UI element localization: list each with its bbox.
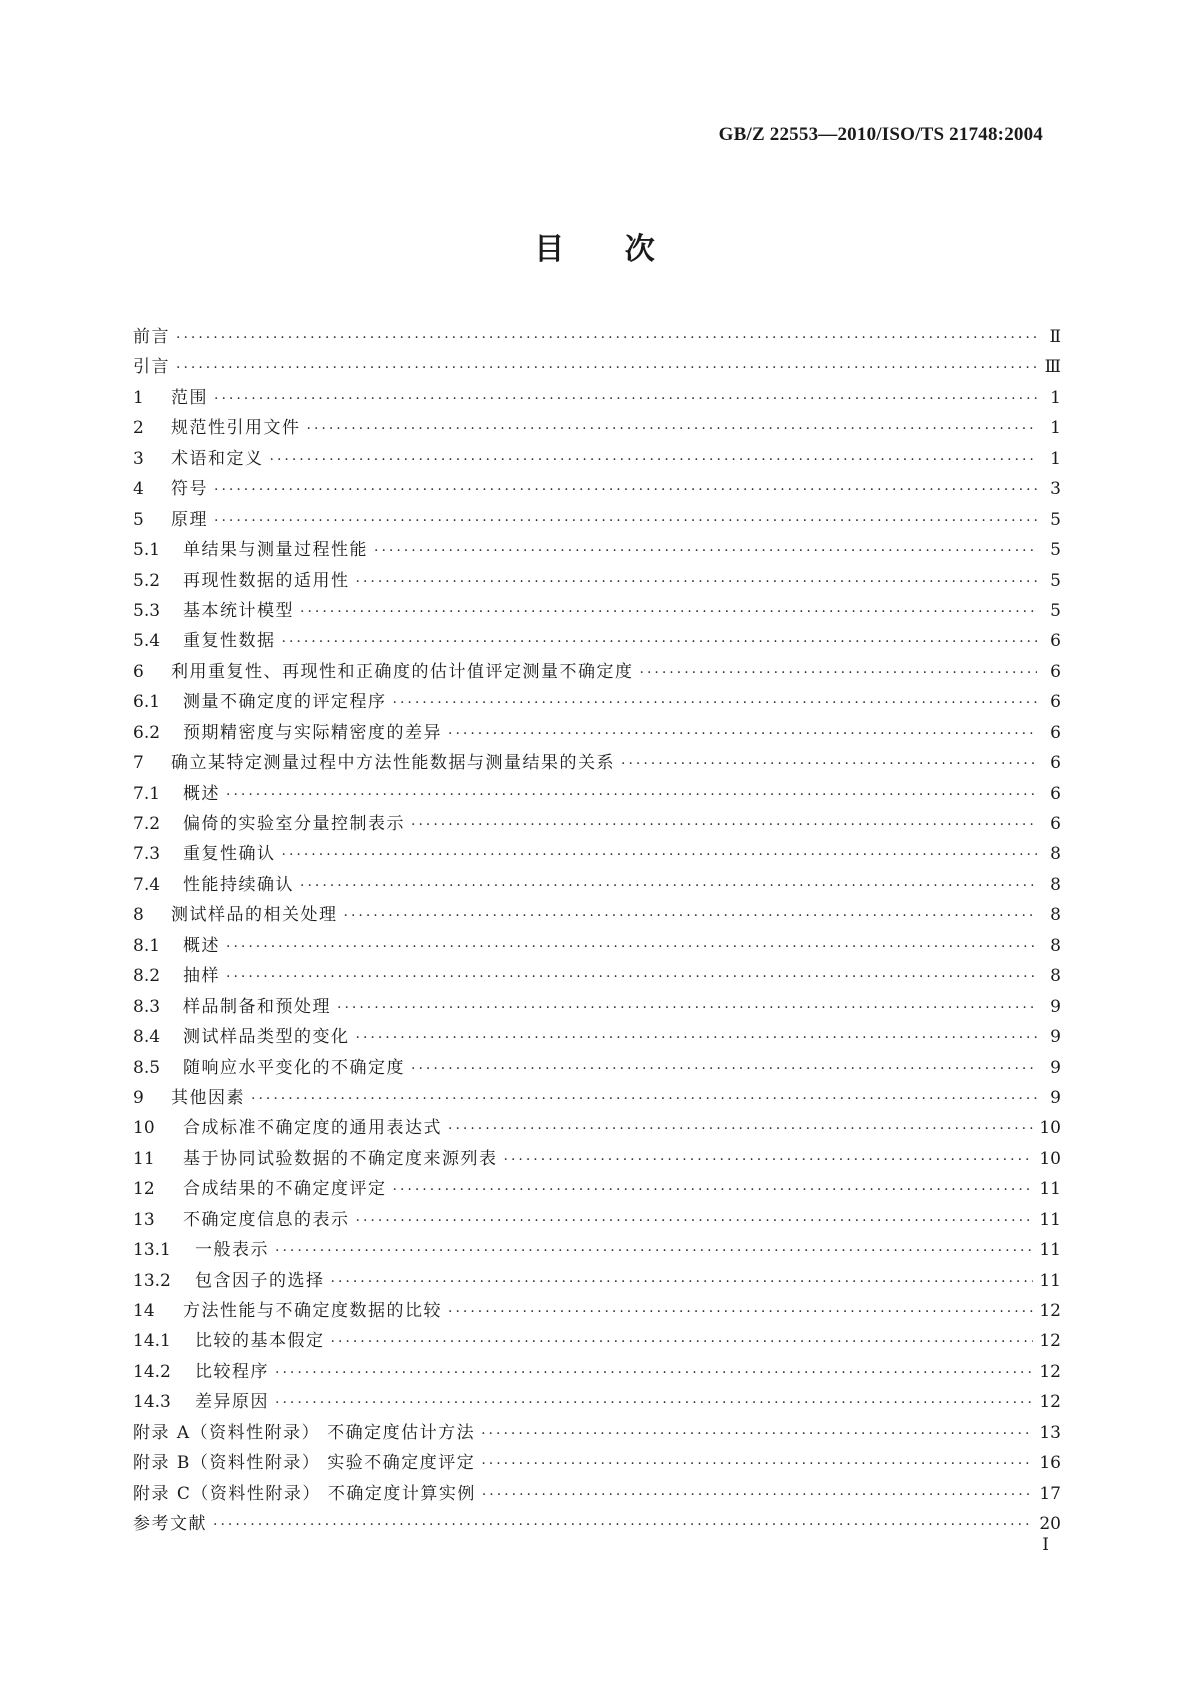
toc-entry[interactable] [133, 413, 1061, 443]
toc-entry-page: 9 [1050, 1027, 1061, 1048]
toc-entry-number: 11 [133, 1148, 155, 1169]
toc-entry-page: 12 [1039, 1392, 1061, 1413]
dot-leader [374, 536, 1037, 566]
toc-entry[interactable] [133, 809, 1061, 839]
toc-entry-number: 4 [133, 479, 144, 500]
toc-entry[interactable] [133, 931, 1061, 961]
toc-entry-page: 1 [1050, 418, 1061, 439]
dot-leader [393, 688, 1038, 718]
dot-leader [275, 1358, 1033, 1388]
toc-entry-number: 5.1 [133, 540, 161, 561]
toc-entry[interactable] [133, 1479, 1061, 1509]
dot-leader [448, 719, 1037, 749]
dot-leader [214, 506, 1037, 536]
toc-entry[interactable] [133, 383, 1061, 413]
table-of-contents [133, 322, 1061, 1540]
dot-leader [393, 1175, 1034, 1205]
toc-entry[interactable] [133, 1053, 1061, 1083]
toc-entry-page: 12 [1039, 1361, 1061, 1382]
toc-entry-number: 8.3 [133, 996, 161, 1017]
toc-entry[interactable] [133, 505, 1061, 535]
dot-leader [282, 627, 1038, 657]
dot-leader [356, 1206, 1034, 1236]
toc-entry-page: 16 [1039, 1453, 1061, 1474]
toc-entry[interactable] [133, 1144, 1061, 1174]
toc-entry-page: 11 [1039, 1240, 1061, 1261]
toc-entry-label: 概述 [183, 935, 220, 956]
toc-entry-page: 10 [1039, 1118, 1061, 1139]
toc-entry[interactable] [133, 1448, 1061, 1478]
toc-entry-label: 附录 C（资料性附录） 不确定度计算实例 [133, 1483, 476, 1504]
toc-entry-page: 11 [1039, 1209, 1061, 1230]
toc-entry-number: 13 [133, 1209, 155, 1230]
toc-entry-number: 12 [133, 1179, 155, 1200]
toc-entry[interactable] [133, 1387, 1061, 1417]
toc-entry-page: 8 [1050, 935, 1061, 956]
toc-entry-page: 1 [1050, 387, 1061, 408]
dot-leader [282, 840, 1038, 870]
toc-entry-label: 预期精密度与实际精密度的差异 [183, 722, 442, 743]
toc-entry-page: 5 [1050, 509, 1061, 530]
toc-entry-page: 8 [1050, 874, 1061, 895]
dot-leader [331, 1327, 1034, 1357]
toc-entry-page: 11 [1039, 1270, 1061, 1291]
toc-entry-label: 性能持续确认 [183, 874, 294, 895]
toc-entry-label: 引言 [133, 357, 170, 378]
toc-entry-label: 再现性数据的适用性 [183, 570, 350, 591]
toc-entry-label: 原理 [171, 509, 208, 530]
toc-entry[interactable] [133, 535, 1061, 565]
toc-entry-number: 9 [133, 1087, 144, 1108]
toc-entry-number: 6.2 [133, 722, 161, 743]
dot-leader [448, 1297, 1033, 1327]
toc-entry-page: 9 [1050, 996, 1061, 1017]
toc-entry-label: 方法性能与不确定度数据的比较 [183, 1301, 442, 1321]
dot-leader [411, 810, 1037, 840]
toc-entry[interactable] [133, 444, 1061, 474]
toc-entry-label: 前言 [133, 327, 170, 347]
dot-leader [482, 1480, 1034, 1510]
toc-entry-label: 规范性引用文件 [171, 418, 301, 439]
dot-leader [356, 1023, 1038, 1053]
toc-entry-label: 随响应水平变化的不确定度 [183, 1057, 405, 1078]
toc-entry[interactable] [133, 870, 1061, 900]
toc-entry-label: 重复性数据 [183, 631, 276, 652]
toc-entry-page: 3 [1050, 479, 1061, 500]
toc-entry-number: 1 [133, 387, 144, 408]
dot-leader [226, 780, 1037, 810]
toc-entry-label: 单结果与测量过程性能 [183, 540, 368, 561]
toc-entry-number: 6.1 [133, 692, 161, 713]
toc-entry-label: 术语和定义 [171, 448, 264, 469]
page-number: I [1042, 1535, 1049, 1555]
toc-entry-page: 8 [1050, 844, 1061, 865]
toc-entry-page: 10 [1039, 1148, 1061, 1169]
toc-entry[interactable] [133, 474, 1061, 504]
dot-leader [300, 871, 1037, 901]
toc-entry-label: 概述 [183, 783, 220, 804]
toc-entry-page: 9 [1050, 1057, 1061, 1078]
dot-leader [214, 384, 1037, 414]
toc-entry-number: 8.4 [133, 1027, 161, 1048]
dot-leader [226, 962, 1037, 992]
dot-leader [411, 1054, 1037, 1084]
toc-entry-number: 8.5 [133, 1057, 161, 1078]
toc-entry-label: 参考文献 [133, 1514, 207, 1535]
toc-entry[interactable] [133, 1083, 1061, 1113]
page-title: 目 次 [534, 232, 657, 267]
dot-leader [307, 414, 1038, 444]
toc-entry-page: 6 [1050, 753, 1061, 774]
toc-entry[interactable] [133, 322, 1061, 352]
toc-entry-number: 6 [133, 661, 144, 682]
toc-entry-page: 12 [1039, 1301, 1061, 1321]
toc-entry[interactable] [133, 687, 1061, 717]
toc-entry-page: 6 [1050, 814, 1061, 834]
toc-entry[interactable] [133, 1235, 1061, 1265]
dot-leader [226, 932, 1037, 962]
toc-entry-label: 比较的基本假定 [195, 1331, 325, 1352]
toc-entry-number: 5.3 [133, 600, 161, 621]
toc-entry-number: 5.4 [133, 631, 161, 652]
toc-entry-number: 8.1 [133, 935, 161, 956]
toc-entry-number: 7.3 [133, 844, 161, 865]
toc-entry[interactable] [133, 1022, 1061, 1052]
toc-entry-page: 5 [1050, 570, 1061, 591]
toc-entry[interactable] [133, 900, 1061, 930]
toc-entry-number: 2 [133, 418, 144, 439]
toc-entry-number: 14.1 [133, 1331, 171, 1352]
toc-entry[interactable] [133, 1205, 1061, 1235]
toc-entry[interactable] [133, 718, 1061, 748]
toc-entry-page: 17 [1039, 1483, 1061, 1504]
toc-entry-number: 14.3 [133, 1392, 171, 1413]
toc-entry[interactable] [133, 1509, 1061, 1539]
dot-leader [270, 445, 1038, 475]
toc-entry[interactable] [133, 1174, 1061, 1204]
toc-entry-label: 符号 [171, 479, 208, 500]
toc-entry-number: 13.2 [133, 1270, 171, 1291]
toc-entry-label: 附录 B（资料性附录） 实验不确定度评定 [133, 1453, 476, 1474]
dot-leader [176, 353, 1037, 383]
toc-entry[interactable] [133, 779, 1061, 809]
toc-entry-number: 5.2 [133, 570, 161, 591]
dot-leader [300, 597, 1037, 627]
dot-leader [275, 1388, 1033, 1418]
dot-leader [504, 1145, 1034, 1175]
toc-entry[interactable] [133, 1418, 1061, 1448]
toc-entry-label: 基本统计模型 [183, 600, 294, 621]
toc-entry-page: Ⅱ [1049, 327, 1061, 347]
toc-entry-label: 样品制备和预处理 [183, 996, 331, 1017]
toc-entry-number: 14.2 [133, 1361, 171, 1382]
toc-entry-number: 7.4 [133, 874, 161, 895]
toc-entry-label: 其他因素 [171, 1087, 245, 1108]
toc-entry-label: 测试样品的相关处理 [171, 905, 338, 926]
toc-entry-label: 差异原因 [195, 1392, 269, 1413]
toc-entry[interactable] [133, 992, 1061, 1022]
dot-leader [337, 993, 1037, 1023]
toc-entry-label: 基于协同试验数据的不确定度来源列表 [183, 1148, 498, 1169]
dot-leader [640, 658, 1038, 688]
toc-entry[interactable] [133, 596, 1061, 626]
toc-entry-label: 抽样 [183, 966, 220, 987]
toc-entry-page: 6 [1050, 722, 1061, 743]
toc-entry-number: 3 [133, 448, 144, 469]
dot-leader [481, 1449, 1033, 1479]
toc-entry-number: 10 [133, 1118, 155, 1139]
toc-entry-number: 13.1 [133, 1240, 171, 1261]
toc-entry-label: 测试样品类型的变化 [183, 1027, 350, 1048]
toc-entry-page: 6 [1050, 661, 1061, 682]
toc-entry-page: 9 [1050, 1087, 1061, 1108]
toc-entry-page: Ⅲ [1044, 357, 1061, 378]
toc-entry[interactable] [133, 839, 1061, 869]
dot-leader [481, 1419, 1033, 1449]
dot-leader [176, 323, 1037, 353]
toc-entry-number: 7.2 [133, 814, 161, 834]
toc-entry-page: 5 [1050, 600, 1061, 621]
toc-entry[interactable] [133, 1113, 1061, 1143]
toc-entry-label: 合成结果的不确定度评定 [183, 1179, 387, 1200]
dot-leader [275, 1236, 1033, 1266]
toc-entry-number: 7 [133, 753, 144, 774]
toc-entry-page: 5 [1050, 540, 1061, 561]
toc-entry[interactable] [133, 566, 1061, 596]
toc-entry-label: 偏倚的实验室分量控制表示 [183, 814, 405, 834]
toc-entry-page: 6 [1050, 783, 1061, 804]
toc-entry[interactable] [133, 1357, 1061, 1387]
toc-entry-page: 13 [1039, 1422, 1061, 1443]
toc-entry-page: 6 [1050, 692, 1061, 713]
toc-entry-label: 合成标准不确定度的通用表达式 [183, 1118, 442, 1139]
toc-entry-number: 8.2 [133, 966, 161, 987]
toc-entry-number: 14 [133, 1301, 155, 1321]
toc-entry-page: 1 [1050, 448, 1061, 469]
toc-entry[interactable] [133, 352, 1061, 382]
toc-entry-page: 8 [1050, 966, 1061, 987]
toc-entry-number: 8 [133, 905, 144, 926]
dot-leader [214, 475, 1037, 505]
toc-entry-label: 一般表示 [195, 1240, 269, 1261]
toc-entry-label: 不确定度信息的表示 [183, 1209, 350, 1230]
toc-entry-page: 12 [1039, 1331, 1061, 1352]
toc-entry[interactable] [133, 1296, 1061, 1326]
toc-entry[interactable] [133, 748, 1061, 778]
dot-leader [331, 1267, 1034, 1297]
toc-entry-label: 利用重复性、再现性和正确度的估计值评定测量不确定度 [171, 661, 634, 682]
toc-entry[interactable] [133, 1266, 1061, 1296]
dot-leader [356, 567, 1038, 597]
toc-entry[interactable] [133, 961, 1061, 991]
toc-entry-page: 11 [1039, 1179, 1061, 1200]
toc-entry-label: 范围 [171, 387, 208, 408]
toc-entry-page: 20 [1039, 1514, 1061, 1535]
dot-leader [251, 1084, 1037, 1114]
dot-leader [213, 1510, 1033, 1540]
dot-leader [621, 749, 1037, 779]
toc-entry[interactable] [133, 626, 1061, 656]
toc-entry-label: 重复性确认 [183, 844, 276, 865]
toc-entry-label: 确立某特定测量过程中方法性能数据与测量结果的关系 [171, 753, 615, 774]
standard-code: GB/Z 22553—2010/ISO/TS 21748:2004 [718, 124, 1043, 145]
toc-entry-page: 6 [1050, 631, 1061, 652]
dot-leader [448, 1114, 1033, 1144]
toc-entry-label: 包含因子的选择 [195, 1270, 325, 1291]
toc-entry[interactable] [133, 657, 1061, 687]
toc-entry-number: 7.1 [133, 783, 161, 804]
toc-entry-number: 5 [133, 509, 144, 530]
toc-entry-page: 8 [1050, 905, 1061, 926]
dot-leader [344, 901, 1038, 931]
toc-entry[interactable] [133, 1326, 1061, 1356]
toc-entry-label: 比较程序 [195, 1361, 269, 1382]
toc-entry-label: 附录 A（资料性附录） 不确定度估计方法 [133, 1422, 476, 1443]
toc-entry-label: 测量不确定度的评定程序 [183, 692, 387, 713]
